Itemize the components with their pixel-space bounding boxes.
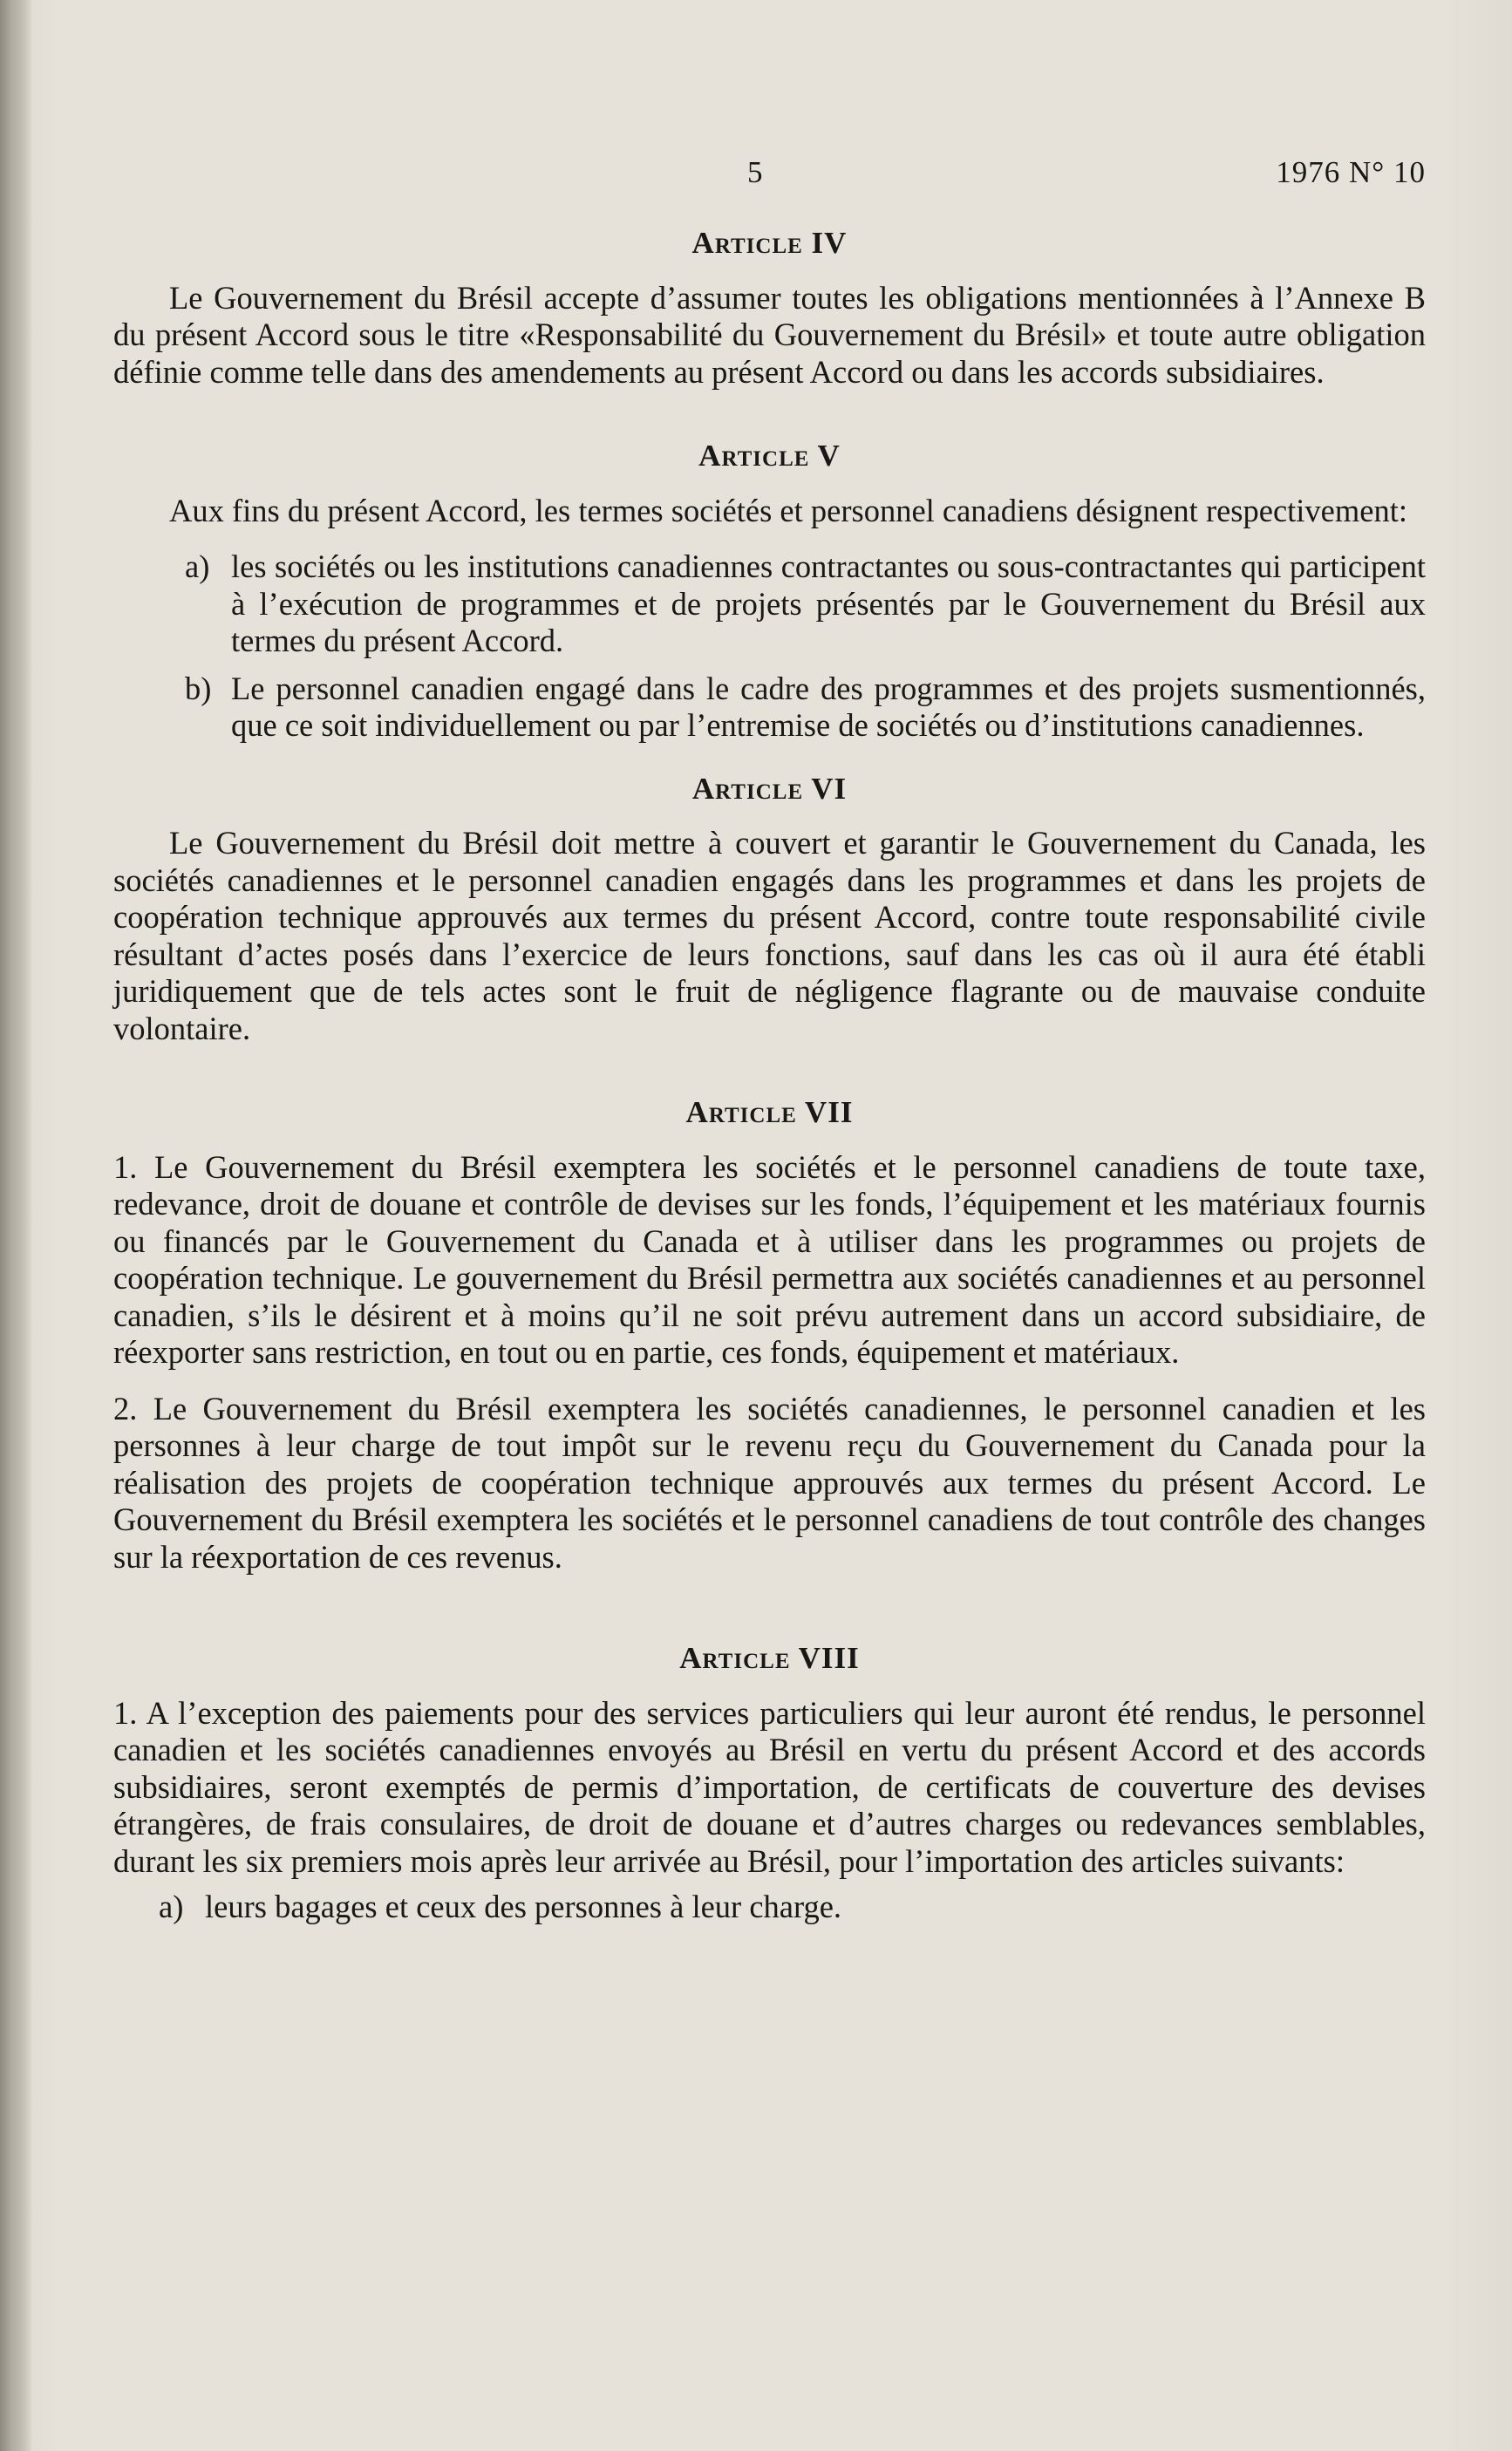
item-text: Le personnel canadien engagé dans le cadre des programmes et des projets susmentionnés, que ce soit individuellement ou par l’entremise de sociétés ou d’institutions canadiennes. — [231, 670, 1426, 743]
article-v-paragraph: Aux fins du présent Accord, les termes sociétés et personnel canadiens désignent respectivement: — [169, 492, 1408, 528]
article-viii-item-a — [113, 1889, 1426, 1926]
item-text: les sociétés ou les institutions canadiennes contractantes ou sous-contractantes qui participent à l’exécution de programmes et de projets présentés par le Gouvernement du Brésil aux termes du présent Accord. — [231, 548, 1426, 658]
article-vii-paragraph-1: 1. Le Gouvernement du Brésil exemptera les sociétés et le personnel canadiens de toute taxe, redevance, droit de douane et contrôle de devises sur les fonds, l’équipement et les matériaux fournis ou financés par le Gouvernement du Canada et à utiliser dans les programmes ou projets de coopération technique. Le gouvernement du Brésil permettra aux sociétés canadiennes et au personnel canadien, s’ils le désirent et à moins qu’il ne soit prévu autrement dans un accord subsidiaire, de réexporter sans restriction, en tout ou en partie, ces fonds, équipement et matériaux. — [113, 1148, 1426, 1370]
article-iv — [113, 225, 1426, 391]
binding-gutter — [0, 0, 33, 2451]
article-v-item-a — [113, 548, 1426, 660]
article-iv-title: Article IV — [691, 226, 848, 260]
issue-reference: 1976 N° 10 — [1276, 155, 1426, 189]
article-vii-paragraph-2: 2. Le Gouvernement du Brésil exemptera les sociétés canadiennes, le personnel canadien et les personnes à leur charge de tout impôt sur le revenu reçu du Gouvernement du Canada pour la réalisation des projets de coopération technique approuvés aux termes du présent Accord. Le Gouvernement du Brésil exemptera les sociétés et le personnel canadiens de tout contrôle des changes sur la réexportation de ces revenus. — [113, 1390, 1426, 1575]
article-vi — [113, 771, 1426, 1048]
article-v — [113, 438, 1426, 745]
article-v-item-b — [113, 671, 1426, 745]
article-vi-title: Article VI — [691, 771, 848, 806]
item-label: a) — [159, 1889, 184, 1924]
article-viii-paragraph-1: 1. A l’exception des paiements pour des services particuliers qui leur auront été rendus, le personnel canadien et les sociétés canadiennes envoyés au Brésil en vertu du présent Accord et des accords subsidiaires, seront exemptés de permis d’importation, de certificats de couverture des devises étrangères, de frais consulaires, de droit de douane et d’autres charges ou redevances semblables, durant les six premiers mois après leur arrivée au Brésil, pour l’importation des articles suivants: — [113, 1694, 1426, 1879]
page-header — [113, 155, 1426, 199]
article-v-title: Article V — [698, 439, 841, 473]
article-vii-title: Article VII — [685, 1095, 854, 1129]
article-vi-paragraph: Le Gouvernement du Brésil doit mettre à couvert et garantir le Gouvernement du Canada, les sociétés canadiennes et le personnel canadien engagés dans les programmes et dans les projets de coopération technique approuvés aux termes du présent Accord, contre toute responsabilité civile résultant d’actes posés dans l’exercice de leurs fonctions, sauf dans les cas où il aura été établi juridiquement que de tels actes sont le fruit de négligence flagrante ou de mauvaise conduite volontaire. — [113, 825, 1426, 1046]
article-iv-paragraph: Le Gouvernement du Brésil accepte d’assumer toutes les obligations mentionnées à l’Annexe B du présent Accord sous le titre «Responsabilité du Gouvernement du Brésil» et toute autre obligation définie comme telle dans des amendements au présent Accord ou dans les accords subsidiaires. — [113, 279, 1426, 390]
item-text: leurs bagages et ceux des personnes à leur charge. — [205, 1889, 842, 1924]
item-label: b) — [185, 670, 212, 706]
page-number: 5 — [747, 155, 763, 189]
item-label: a) — [185, 548, 210, 584]
article-viii — [113, 1640, 1426, 1926]
document-body — [113, 225, 1426, 1926]
article-viii-title: Article VIII — [679, 1641, 860, 1675]
article-vii — [113, 1094, 1426, 1576]
